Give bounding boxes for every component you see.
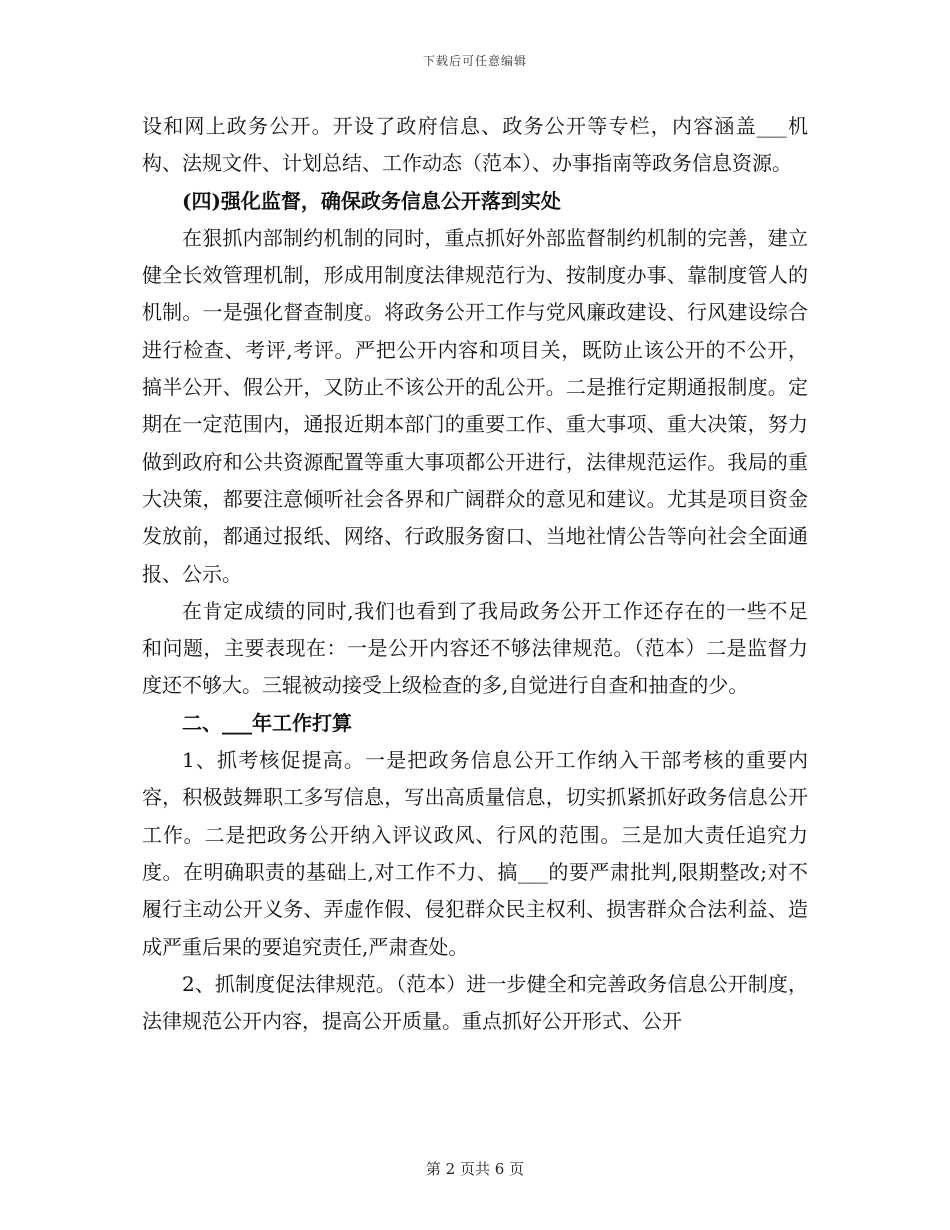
paragraph-problems: 在肯定成绩的同时,我们也看到了我局政务公开工作还存在的一些不足和问题，主要表现在：一是公开内容还不够法律规范。（范本）二是监督力度还不够大。三辊被动接受上级检查的多,自觉进行自查和抽查的少。	[142, 598, 808, 698]
section-heading-4: (四)强化监督，确保政务信息公开落到实处	[182, 188, 561, 213]
page-number: 第 2 页共 6 页	[425, 1160, 525, 1178]
document-body	[142, 108, 808, 1040]
paragraph-continuation: 设和网上政务公开。开设了政府信息、政务公开等专栏，内容涵盖___机构、法规文件、计划总结、工作动态（范本）、办事指南等政务信息资源。	[142, 114, 808, 176]
section-heading-plan: 二、___年工作打算	[182, 710, 352, 735]
paragraph-supervision: 在狠抓内部制约机制的同时，重点抓好外部监督制约机制的完善，建立健全长效管理机制，形成用制度法律规范行为、按制度办事、靠制度管人的机制。一是强化督查制度。将政务公开工作与党风廉政建设、行风建设综合进行检查、考评,考评。严把公开内容和项目关，既防止该公开的不公开，搞半公开、假公开，又防止不该公开的乱公开。二是推行定期通报制度。定期在一定范围内，通报近期本部门的重要工作、重大事项、重大决策，努力做到政府和公共资源配置等重大事项都公开进行，法律规范运作。我局的重大决策，都要注意倾听社会各界和广阔群众的意见和建议。尤其是项目资金发放前，都通过报纸、网络、行政服务窗口、当地社情公告等向社会全面通报、公示。	[142, 225, 808, 586]
paragraph-plan-2: 2、抓制度促法律规范。（范本）进一步健全和完善政务信息公开制度，法律规范公开内容，提高公开质量。重点抓好公开形式、公开	[142, 971, 808, 1034]
paragraph-plan-1: 1、抓考核促提高。一是把政务信息公开工作纳入干部考核的重要内容，积极鼓舞职工多写信息，写出高质量信息，切实抓紧抓好政务信息公开工作。二是把政务公开纳入评议政风、行风的范围。三是加大责任追究力度。在明确职责的基础上,对工作不力、搞___的要严肃批判,限期整改;对不履行主动公开义务、弄虚作假、侵犯群众民主权利、损害群众合法利益、造成严重后果的要追究责任,严肃查处。	[142, 748, 808, 959]
page-header: 下载后可任意编辑	[422, 54, 527, 68]
